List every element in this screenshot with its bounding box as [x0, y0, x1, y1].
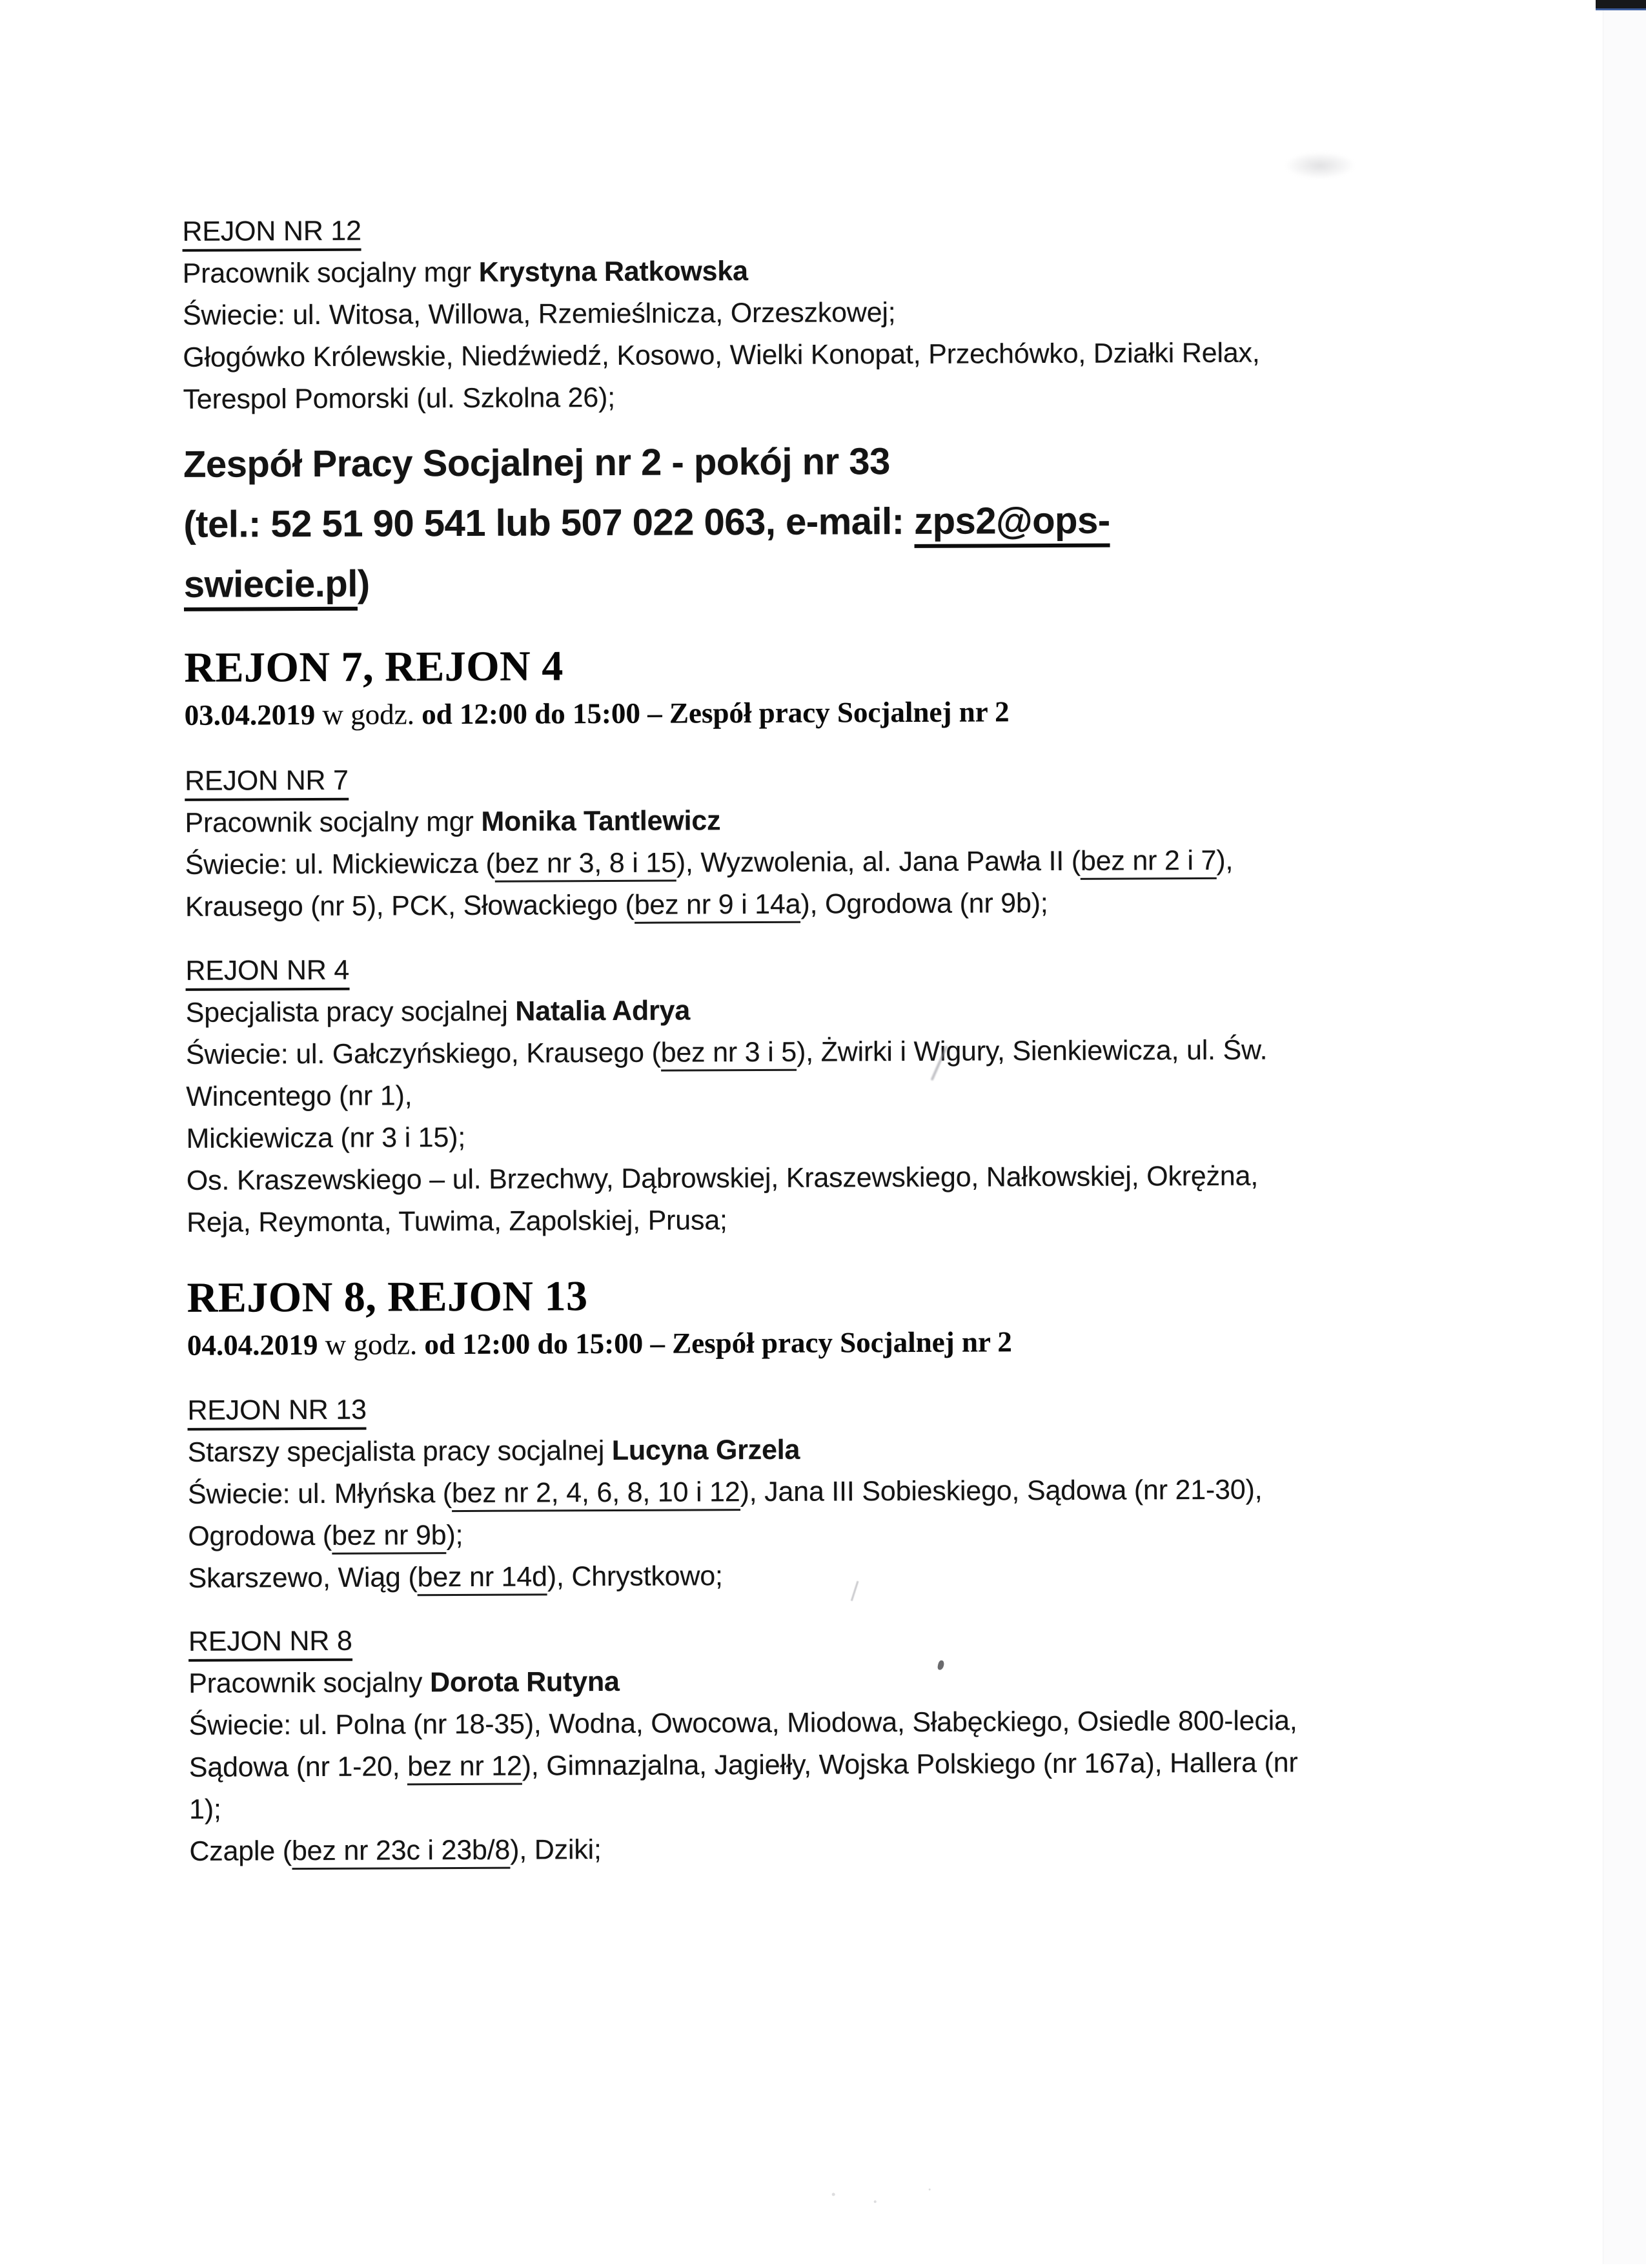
text-run: 04.04.2019 [187, 1328, 318, 1362]
text-run: Krausego (nr 5), PCK, Słowackiego ( [185, 889, 635, 923]
text-run: ), Gimnazjalna, Jagiełły, Wojska Polskiego (nr 167a), Hallera (nr [522, 1747, 1298, 1782]
rejon-title-text: REJON NR 8 [188, 1626, 352, 1662]
rejon-title-text: REJON NR 7 [185, 765, 349, 801]
scan-speck [874, 2200, 877, 2203]
text-line [188, 1700, 1297, 1746]
text-run: Świecie: ul. Polna (nr 18-35), Wodna, Owocowa, Miodowa, Słabęckiego, Osiedle 800-lecia, [188, 1705, 1297, 1741]
section-rejon-7 [185, 756, 1234, 928]
text-run: ), Dziki; [510, 1834, 602, 1866]
rejon-title [187, 1385, 1262, 1432]
scan-edge-band [1603, 0, 1646, 2264]
text-line [188, 1427, 1263, 1474]
scan-speck [929, 2189, 931, 2191]
rejon-title [188, 1616, 1297, 1662]
text-run: 1); [188, 1793, 221, 1825]
text-line [185, 840, 1234, 886]
text-line [183, 291, 1260, 337]
text-run: Mickiewicza (nr 3 i 15); [186, 1121, 466, 1154]
text-run: Świecie: ul. Młyńska ( [187, 1478, 452, 1510]
text-run: Specjalista pracy socjalnej [185, 996, 516, 1028]
underlined-range: bez nr 2 i 7 [1081, 845, 1217, 880]
group-header-title-text: REJON 8, REJON 13 [187, 1272, 588, 1322]
section-rejon-4 [185, 946, 1268, 1244]
text-run: Sądowa (nr 1-20, [188, 1751, 408, 1783]
section-rejon-12 [182, 207, 1260, 421]
text-run: Czaple ( [189, 1835, 292, 1867]
rejon-title-text: REJON NR 12 [182, 216, 361, 252]
text-line [188, 1469, 1263, 1516]
rejon-title-text: REJON NR 13 [187, 1395, 367, 1431]
text-line [187, 1156, 1268, 1202]
text-run: Ogrodowa ( [188, 1520, 332, 1552]
text-run: Monika Tantlewicz [481, 805, 721, 837]
rejon-title [185, 756, 1233, 802]
text-run: Lucyna Grzela [611, 1434, 800, 1466]
text-run: Wincentego (nr 1), [186, 1080, 412, 1112]
group-header-title-text: REJON 7, REJON 4 [184, 642, 564, 691]
text-line [185, 882, 1234, 928]
section-zespol-pracy-socjalnej-2 [183, 431, 1110, 615]
scan-speck [832, 2192, 835, 2196]
underlined-range: swiecie.pl [184, 563, 358, 611]
text-run: Skarszewo, Wiąg ( [188, 1562, 418, 1594]
text-run: od 12:00 do 15:00 – Zespół pracy Socjalnej nr 2 [422, 695, 1010, 731]
team-header-line [183, 491, 1110, 555]
text-run: ), Wyzwolenia, al. Jana Pawła II ( [676, 845, 1081, 879]
underlined-range: bez nr 9 i 14a [635, 889, 801, 924]
text-run: ); [446, 1519, 463, 1551]
underlined-range: bez nr 2, 4, 6, 8, 10 i 12 [452, 1476, 740, 1512]
text-run: Głogówko Królewskie, Niedźwiedź, Kosowo, Wielki Konopat, Przechówko, Działki Relax, [183, 337, 1260, 373]
text-line [189, 1826, 1298, 1872]
text-run: w godz. [318, 1328, 425, 1361]
text-line [189, 1742, 1298, 1788]
text-run: ), Żwirki i Wigury, Sienkiewicza, ul. Św. [796, 1034, 1268, 1068]
text-run: ) [357, 562, 370, 605]
text-line [185, 798, 1233, 844]
text-run: Reja, Reymonta, Tuwima, Zapolskiej, Prusa; [187, 1205, 727, 1238]
text-run: (tel.: 52 51 90 541 lub 507 022 063, e-mail: [183, 500, 915, 546]
rejon-title-text: REJON NR 4 [185, 955, 349, 991]
text-run: Świecie: ul. Witosa, Willowa, Rzemieślnicza, Orzeszkowej; [182, 297, 896, 331]
text-line [186, 988, 1268, 1034]
underlined-range: bez nr 23c i 23b/8 [292, 1835, 510, 1870]
text-run: Zespół Pracy Socjalnej nr 2 - pokój nr 33 [183, 440, 890, 485]
text-line [183, 374, 1260, 421]
group-header-date-line [185, 690, 1010, 737]
text-line [188, 1511, 1263, 1558]
text-run: Krystyna Ratkowska [478, 256, 748, 288]
text-run: Dorota Rutyna [429, 1666, 620, 1699]
text-run: Świecie: ul. Gałczyńskiego, Krausego ( [185, 1037, 661, 1070]
underlined-range: bez nr 14d [417, 1561, 547, 1596]
text-line [186, 1030, 1268, 1076]
text-run: Pracownik socjalny [188, 1667, 431, 1699]
rejon-title [182, 207, 1259, 253]
underlined-range: bez nr 9b [332, 1520, 447, 1555]
text-run: ), Ogrodowa (nr 9b); [800, 888, 1048, 920]
text-line [183, 249, 1260, 295]
team-header-line [183, 431, 1110, 495]
section-header-rejon-7-4 [184, 639, 1010, 737]
text-run: ), [1216, 844, 1234, 876]
text-run: w godz. [315, 698, 422, 731]
text-line [186, 1114, 1268, 1160]
group-header-title [184, 639, 1009, 694]
text-line [187, 1198, 1268, 1244]
text-run: Starszy specjalista pracy socjalnej [187, 1435, 612, 1468]
text-run: Terespol Pomorski (ul. Szkolna 26); [183, 382, 615, 415]
scan-corner-bar [1596, 0, 1646, 10]
text-run: od 12:00 do 15:00 – Zespół pracy Socjalnej nr 2 [424, 1325, 1012, 1361]
section-rejon-8 [188, 1616, 1298, 1872]
text-run: Świecie: ul. Mickiewicza ( [185, 848, 495, 881]
text-line [188, 1658, 1297, 1704]
text-line [183, 332, 1260, 379]
team-header-line [184, 551, 1111, 615]
text-run: ), Chrystkowo; [547, 1560, 723, 1593]
text-run: Pracownik socjalny mgr [185, 806, 482, 839]
group-header-date-line [187, 1320, 1012, 1367]
underlined-range: bez nr 3, 8 i 15 [494, 848, 676, 883]
text-run: Pracownik socjalny mgr [182, 256, 479, 289]
scan-smudge [1285, 152, 1356, 179]
underlined-range: zps2@ops- [914, 500, 1110, 548]
section-header-rejon-8-13 [187, 1269, 1012, 1367]
text-run: 03.04.2019 [184, 698, 316, 731]
text-line [188, 1553, 1263, 1600]
text-run: Natalia Adrya [515, 995, 691, 1027]
text-run: ), Jana III Sobieskiego, Sądowa (nr 21-30), [740, 1474, 1263, 1508]
underlined-range: bez nr 12 [407, 1751, 522, 1786]
section-rejon-13 [187, 1385, 1263, 1600]
group-header-title [187, 1269, 1011, 1324]
text-line [186, 1072, 1268, 1118]
rejon-title [185, 946, 1267, 992]
text-run: Os. Kraszewskiego – ul. Brzechwy, Dąbrowskiej, Kraszewskiego, Nałkowskiej, Okrężna, [186, 1160, 1259, 1196]
underlined-range: bez nr 3 i 5 [661, 1037, 797, 1072]
text-line [189, 1784, 1298, 1830]
